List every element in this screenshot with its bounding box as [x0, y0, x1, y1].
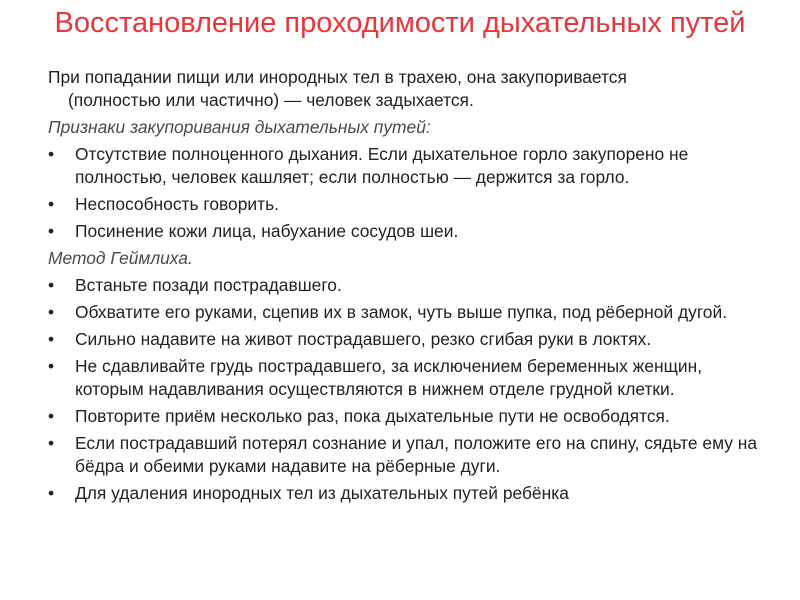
list-item — [48, 328, 768, 351]
signs-heading: Признаки закупоривания дыхательных путей: — [48, 117, 431, 137]
list-item-text: Посинение кожи лица, набухание сосудов шеи. — [75, 221, 459, 241]
bullet-icon: • — [48, 302, 55, 322]
list-item-text: Повторите приём несколько раз, пока дыхательные пути не освободятся. — [75, 406, 670, 426]
method-list — [48, 274, 768, 505]
list-item-text: Отсутствие полноценного дыхания. Если дыхательное горло закупорено не полностью, человек кашляет; если полностью — держится за горло. — [75, 144, 689, 187]
list-item — [48, 405, 768, 428]
list-item — [48, 482, 768, 505]
signs-list — [48, 143, 768, 243]
list-item — [48, 193, 768, 216]
list-item-text: Обхватите его руками, сцепив их в замок, чуть выше пупка, под рёберной дугой. — [75, 302, 728, 322]
bullet-icon: • — [48, 483, 55, 503]
list-item-text: Не сдавливайте грудь пострадавшего, за исключением беременных женщин, которым надавливания осуществляются в нижнем отделе грудной клетки. — [75, 356, 703, 399]
slide-content — [48, 66, 768, 509]
intro-line-2: (полностью или частично) — человек задыхается. — [68, 90, 474, 110]
list-item — [48, 143, 768, 189]
bullet-icon: • — [48, 356, 55, 376]
bullet-icon: • — [48, 221, 55, 241]
list-item-text: Сильно надавите на живот пострадавшего, резко сгибая руки в локтях. — [75, 329, 652, 349]
intro-line-1: При попадании пищи или инородных тел в трахею, она закупоривается — [48, 67, 627, 87]
bullet-icon: • — [48, 406, 55, 426]
list-item-text: Для удаления инородных тел из дыхательных путей ребёнка — [75, 483, 569, 503]
list-item — [48, 220, 768, 243]
list-item-text: Неспособность говорить. — [75, 194, 279, 214]
bullet-icon: • — [48, 275, 55, 295]
list-item-text: Встаньте позади пострадавшего. — [75, 275, 342, 295]
list-item — [48, 432, 768, 478]
method-heading: Метод Геймлиха. — [48, 248, 193, 268]
slide-title: Восстановление проходимости дыхательных путей — [54, 7, 746, 39]
list-item — [48, 355, 768, 401]
bullet-icon: • — [48, 144, 55, 164]
bullet-icon: • — [48, 329, 55, 349]
list-item — [48, 301, 768, 324]
bullet-icon: • — [48, 433, 55, 453]
intro-paragraph — [48, 66, 768, 112]
list-item-text: Если пострадавший потерял сознание и упал, положите его на спину, сядьте ему на бёдра и обеими руками надавите на рёберные дуги. — [75, 433, 758, 476]
list-item — [48, 274, 768, 297]
bullet-icon: • — [48, 194, 55, 214]
